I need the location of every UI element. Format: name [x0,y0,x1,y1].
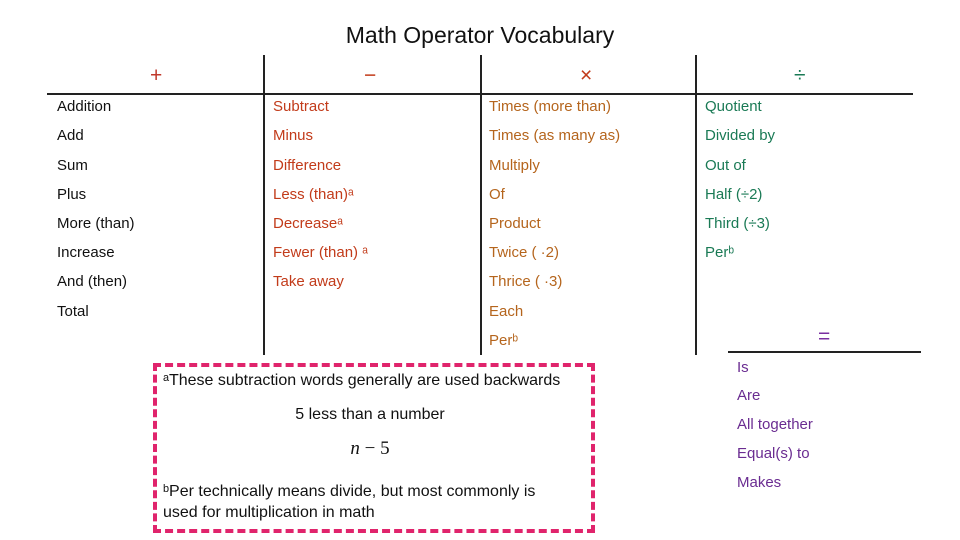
minus-symbol: − [364,64,377,87]
add-word-sum: Sum [57,157,88,174]
footnote-b-line1: ᵇPer technically means divide, but most commonly is [163,483,536,500]
eq-word-makes: Makes [737,474,782,491]
sub-word-difference: Difference [273,157,342,174]
mul-word-thrice: Thrice ( ·3) [489,273,563,290]
eq-word-equals-to: Equal(s) to [737,445,810,462]
sub-word-subtract: Subtract [273,98,329,115]
mul-word-each: Each [489,303,524,320]
times-symbol: × [580,64,593,87]
div-word-divided-by: Divided by [705,127,776,144]
mul-word-per: Perᵇ [489,332,519,349]
mul-word-of: Of [489,186,505,203]
sub-word-minus: Minus [273,127,314,144]
eq-word-are: Are [737,387,761,404]
footnote-a: ᵃThese subtraction words generally are used backwards [163,372,561,389]
add-word-plus: Plus [57,186,87,203]
sub-word-take-away: Take away [273,273,344,290]
mul-word-times-as-many-as: Times (as many as) [489,127,621,144]
mul-word-product: Product [489,215,541,232]
divide-symbol: ÷ [794,64,806,87]
div-word-out-of: Out of [705,157,746,174]
sub-word-decrease: Decreaseᵃ [273,215,343,232]
add-word-increase: Increase [57,244,115,261]
add-word-addition: Addition [57,98,112,115]
column-divider-1 [263,55,265,355]
column-divider-2 [480,55,482,355]
sub-word-less-than: Less (than)ᵃ [273,186,354,203]
add-word-more-than: More (than) [57,215,135,232]
plus-symbol: + [150,64,163,87]
eq-word-is: Is [737,359,749,376]
div-word-per: Perᵇ [705,244,735,261]
equals-symbol: = [818,325,831,348]
example-phrase: 5 less than a number [295,406,445,423]
example-expression [153,439,587,459]
add-word-total: Total [57,303,89,320]
column-divider-3 [695,55,697,355]
div-word-quotient: Quotient [705,98,762,115]
mul-word-multiply: Multiply [489,157,540,174]
example-expression-rest: − 5 [359,438,390,459]
page-title: Math Operator Vocabulary [345,22,615,48]
eq-word-all-together: All together [737,416,813,433]
add-word-add: Add [57,127,84,144]
div-word-third: Third (÷3) [705,215,770,232]
footnote-b-line2: used for multiplication in math [163,504,375,521]
equals-divider [728,351,921,353]
mul-word-times-more-than: Times (more than) [489,98,611,115]
mul-word-twice: Twice ( ·2) [489,244,560,261]
example-variable: n [350,438,360,459]
add-word-and-then: And (then) [57,273,128,290]
sub-word-fewer-than: Fewer (than) ᵃ [273,244,368,261]
div-word-half: Half (÷2) [705,186,763,203]
